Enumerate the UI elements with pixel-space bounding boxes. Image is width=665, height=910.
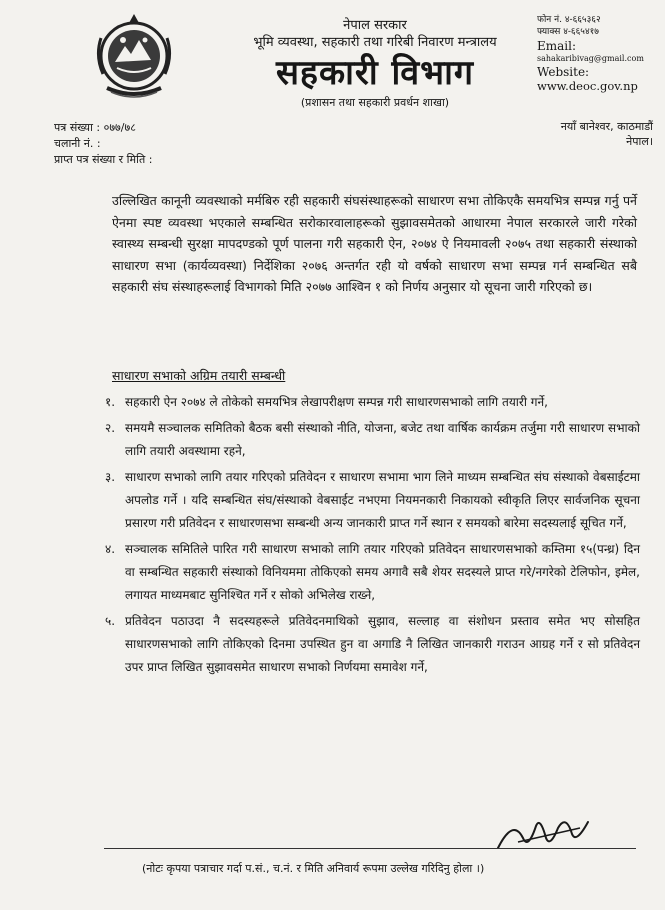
letter-number: पत्र संख्या : ०७७/७८ — [54, 121, 136, 134]
section-heading: साधारण सभाको अग्रिम तयारी सम्बन्धी — [112, 368, 286, 383]
government-name: नेपाल सरकार — [343, 18, 407, 33]
list-item — [105, 466, 640, 535]
intro-paragraph: उल्लिखित कानूनी व्यवस्थाको मर्मबिरु रही सहकारी संघसंस्थाहरूको साधारण सभा तोकिएकै समयभित्र सम्पन्न गर्नु पर्ने ऐनमा स्पष्ट व्यवस्था भएकाले सम्बन्धित सरोकारवालाहरूको सुझावसमेतको आधारमा नेपाल सरकारले जारी गरेको स्वास्थ्य सम्बन्धी सुरक्षा मापदण्डको पूर्ण पालना गरी सहकारी ऐन, २०७४ ऐ नियमावली २०७५ तथा सहकारी संस्थाको साधारण सभा (कार्यव्यवस्था) निर्देशिका २०७६ अन्तर्गत रही यो वर्षको साधारण सभा सम्पन्न गर्न सम्बन्धित सबै सहकारी संघ संस्थाहरूलाई विभागको मिति २०७७ आश्विन १ को निर्णय अनुसार यो सूचना जारी गरिएको छ। — [112, 193, 637, 294]
email-address: sahakaribivag@gmail.com — [537, 54, 644, 63]
dispatch-number: चलानी नं. : — [54, 137, 101, 150]
address-line-1: नयाँ बानेश्वर, काठमाडौं — [560, 120, 653, 133]
website-label: Website: — [537, 65, 590, 79]
address-line-2: नेपाल। — [626, 135, 653, 148]
item-text: सहकारी ऐन २०७४ ले तोकेको समयभित्र लेखापरीक्षण सम्पन्न गरी साधारणसभाको लागि तयारी गर्ने, — [125, 395, 548, 409]
list-item — [105, 538, 640, 607]
received-letter-info: प्राप्त पत्र संख्या र मिति : — [54, 153, 153, 166]
office-address — [528, 119, 653, 149]
list-item — [105, 391, 640, 414]
item-number: ४. — [105, 542, 116, 556]
item-number: १. — [105, 395, 116, 409]
footer-divider — [104, 848, 636, 849]
reference-block — [54, 120, 152, 168]
item-text: सञ्चालक समितिले पारित गरी साधारण सभाको लागि तयार गरिएको प्रतिवेदन साधारणसभाको कम्तिमा १५(पन्ध्र) दिन वा सम्बन्धित सहकारी संस्थाको विनियममा तोकिएको समय अगावै सबै शेयर सदस्यले प्राप्त गरे/नगरेको टेलिफोन, इमेल, लगायत माध्यमबाट सुनिश्चित गर्ने र सोको अभिलेख राख्ने, — [125, 542, 640, 602]
item-number: ३. — [105, 470, 116, 484]
branch-name: (प्रशासन तथा सहकारी प्रवर्धन शाखा) — [300, 96, 450, 109]
phone-number: फोन नं. ४-६६५३६२ — [537, 15, 601, 25]
item-text: प्रतिवेदन पठाउदा नै सदस्यहरूले प्रतिवेदनमाथिको सुझाव, सल्लाह वा संशोधन प्रस्ताव समेत भए सोसहित साधारणसभाको लागि तोकिएको दिनमा उपस्थित हुन वा अगाडि नै लिखित जानकारी गराउन आग्रह गर्ने र सो प्रतिवेदन उपर प्राप्त लिखित सुझावसमेत साधारण सभाको निर्णयमा समावेश गर्ने, — [125, 614, 640, 674]
ministry-name: भूमि व्यवस्था, सहकारी तथा गरिबी निवारण मन्त्रालय — [253, 35, 497, 50]
handwritten-signature — [488, 808, 598, 858]
list-item — [105, 417, 640, 463]
email-label: Email: — [537, 39, 577, 53]
item-text: साधारण सभाको लागि तयार गरिएको प्रतिवेदन र साधारण सभामा भाग लिने माध्यम सम्बन्धित संघ संस्थाको वेबसाईटमा अपलोड गर्ने । यदि सम्बन्धित संघ/संस्थाको वेबसाईट नभएमा नियमनकारी निकायको स्वीकृति लिएर सार्वजनिक सूचना प्रसारण गरी प्रतिवेदन र साधारणसभा सम्बन्धी अन्य जानकारी प्राप्त गर्ने स्थान र समयको बारेमा सदस्यलाई सूचित गर्ने, — [125, 470, 640, 530]
department-name: सहकारी विभाग — [275, 53, 475, 93]
fax-number: फ्याक्स ४-६६५४१७ — [537, 27, 599, 37]
website-url: www.deoc.gov.np — [537, 79, 638, 93]
instruction-list — [105, 391, 640, 682]
item-number: २. — [105, 421, 116, 435]
nepal-government-emblem-icon — [93, 10, 175, 102]
item-text: समयमै सञ्चालक समितिको बैठक बसी संस्थाको नीति, योजना, बजेट तथा वार्षिक कार्यक्रम तर्जुमा गरी साधारण सभाको लागि तयारी अवस्थामा रहने, — [125, 421, 640, 458]
letterhead-title-block — [205, 18, 545, 110]
list-item — [105, 610, 640, 679]
contact-block — [537, 14, 665, 94]
item-number: ५. — [105, 614, 116, 628]
footer-note: (नोटः कृपया पत्राचार गर्दा प.सं., च.नं. र मिति अनिवार्य रूपमा उल्लेख गरिदिनु होला ।) — [142, 862, 485, 875]
